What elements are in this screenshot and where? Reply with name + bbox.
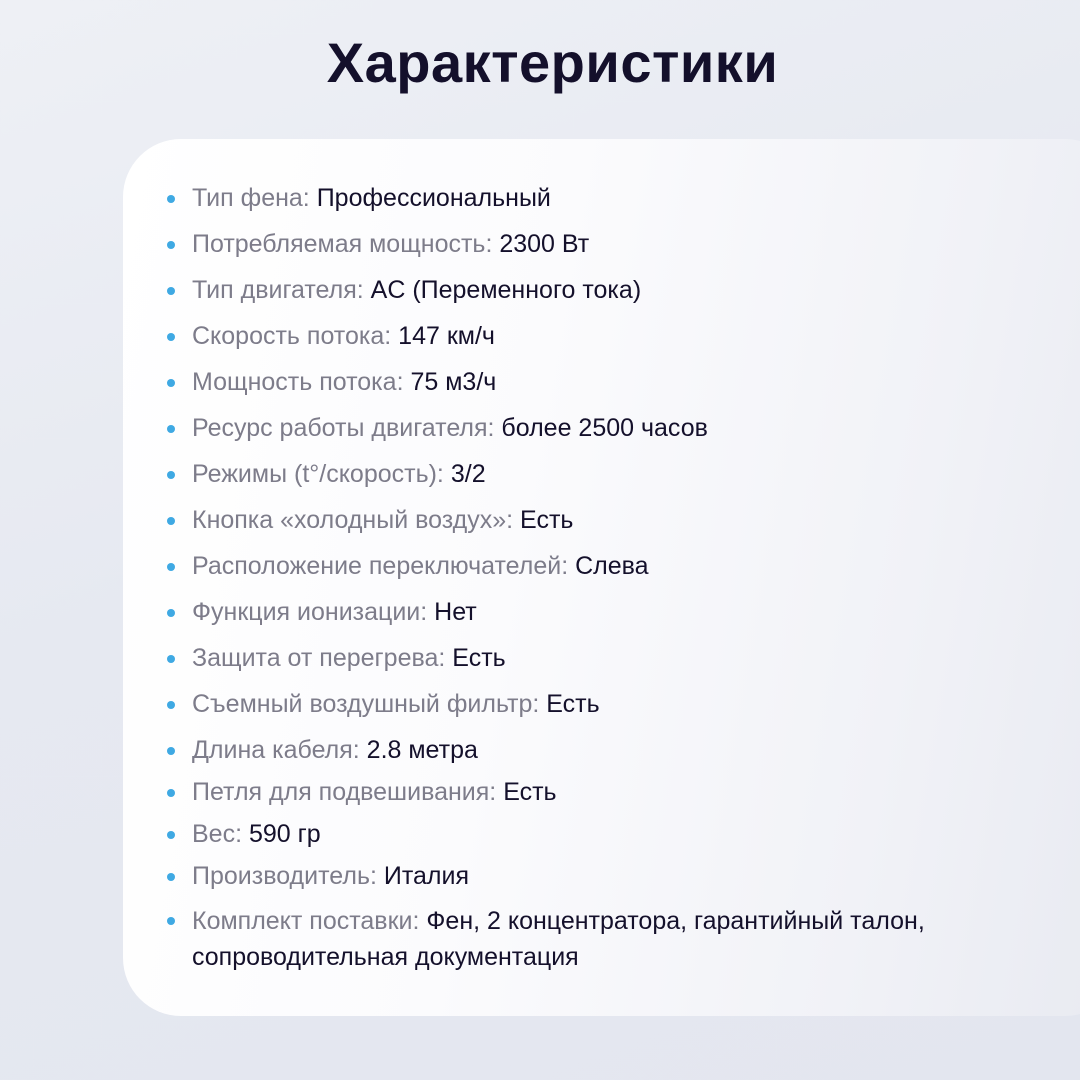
spec-value: Профессиональный [316,184,551,212]
bullet-icon [167,333,175,341]
spec-item-cold-air-button [192,505,1012,536]
spec-item-package-contents [192,903,1012,975]
bullet-icon [167,747,175,755]
specifications-card [123,139,1080,1016]
spec-label: Ресурс работы двигателя: [192,414,495,442]
bullet-icon [167,287,175,295]
spec-item-removable-filter [192,689,1012,720]
spec-item-hanging-loop [192,777,1012,808]
bullet-icon [167,789,175,797]
spec-value: Есть [503,778,557,806]
bullet-icon [167,917,175,925]
bullet-icon [167,831,175,839]
bullet-icon [167,873,175,881]
spec-value: Есть [520,506,574,534]
bullet-icon [167,563,175,571]
spec-item-cable-length [192,735,1012,766]
spec-item-motor-type [192,275,1012,306]
spec-label: Производитель: [192,862,377,890]
specifications-list [192,183,1012,990]
spec-label: Комплект поставки: [192,907,420,935]
spec-label: Защита от перегрева: [192,644,446,672]
bullet-icon [167,609,175,617]
spec-value: Есть [546,690,600,718]
spec-item-power-consumption [192,229,1012,260]
spec-label: Расположение переключателей: [192,552,569,580]
spec-label: Мощность потока: [192,368,404,396]
bullet-icon [167,471,175,479]
spec-item-motor-lifetime [192,413,1012,444]
spec-value: 2300 Вт [499,230,590,258]
spec-value: Италия [383,862,470,890]
spec-item-weight [192,819,1012,850]
spec-value: Фен, 2 концентратора, гарантийный талон, сопроводительная документация [192,907,925,971]
bullet-icon [167,701,175,709]
spec-label: Режимы (t°/скорость): [192,460,444,488]
spec-value: AC (Переменного тока) [370,276,642,304]
spec-value: 147 км/ч [398,322,495,350]
spec-value: Слева [575,552,649,580]
bullet-icon [167,241,175,249]
spec-value: 2.8 метра [366,736,478,764]
spec-value: 75 м3/ч [410,368,497,396]
spec-label: Функция ионизации: [192,598,428,626]
bullet-icon [167,517,175,525]
spec-value: Есть [452,644,506,672]
bullet-icon [167,195,175,203]
bullet-icon [167,379,175,387]
spec-value: 590 гр [248,820,321,848]
bullet-icon [167,425,175,433]
spec-label: Скорость потока: [192,322,392,350]
spec-item-manufacturer [192,861,1012,892]
spec-label: Тип фена: [192,184,310,212]
spec-label: Тип двигателя: [192,276,364,304]
spec-item-switch-location [192,551,1012,582]
spec-item-hair-dryer-type [192,183,1012,214]
spec-value: более 2500 часов [501,414,708,442]
spec-label: Кнопка «холодный воздух»: [192,506,514,534]
bullet-icon [167,655,175,663]
spec-label: Длина кабеля: [192,736,360,764]
spec-item-ionization [192,597,1012,628]
spec-item-airflow-speed [192,321,1012,352]
spec-label: Петля для подвешивания: [192,778,497,806]
page-title: Характеристики [326,31,779,94]
spec-item-modes [192,459,1012,490]
spec-item-overheat-protection [192,643,1012,674]
spec-label: Съемный воздушный фильтр: [192,690,540,718]
spec-item-airflow-power [192,367,1012,398]
spec-value: 3/2 [450,460,486,488]
spec-value: Нет [434,598,477,626]
spec-label: Потребляемая мощность: [192,230,493,258]
spec-label: Вес: [192,820,243,848]
